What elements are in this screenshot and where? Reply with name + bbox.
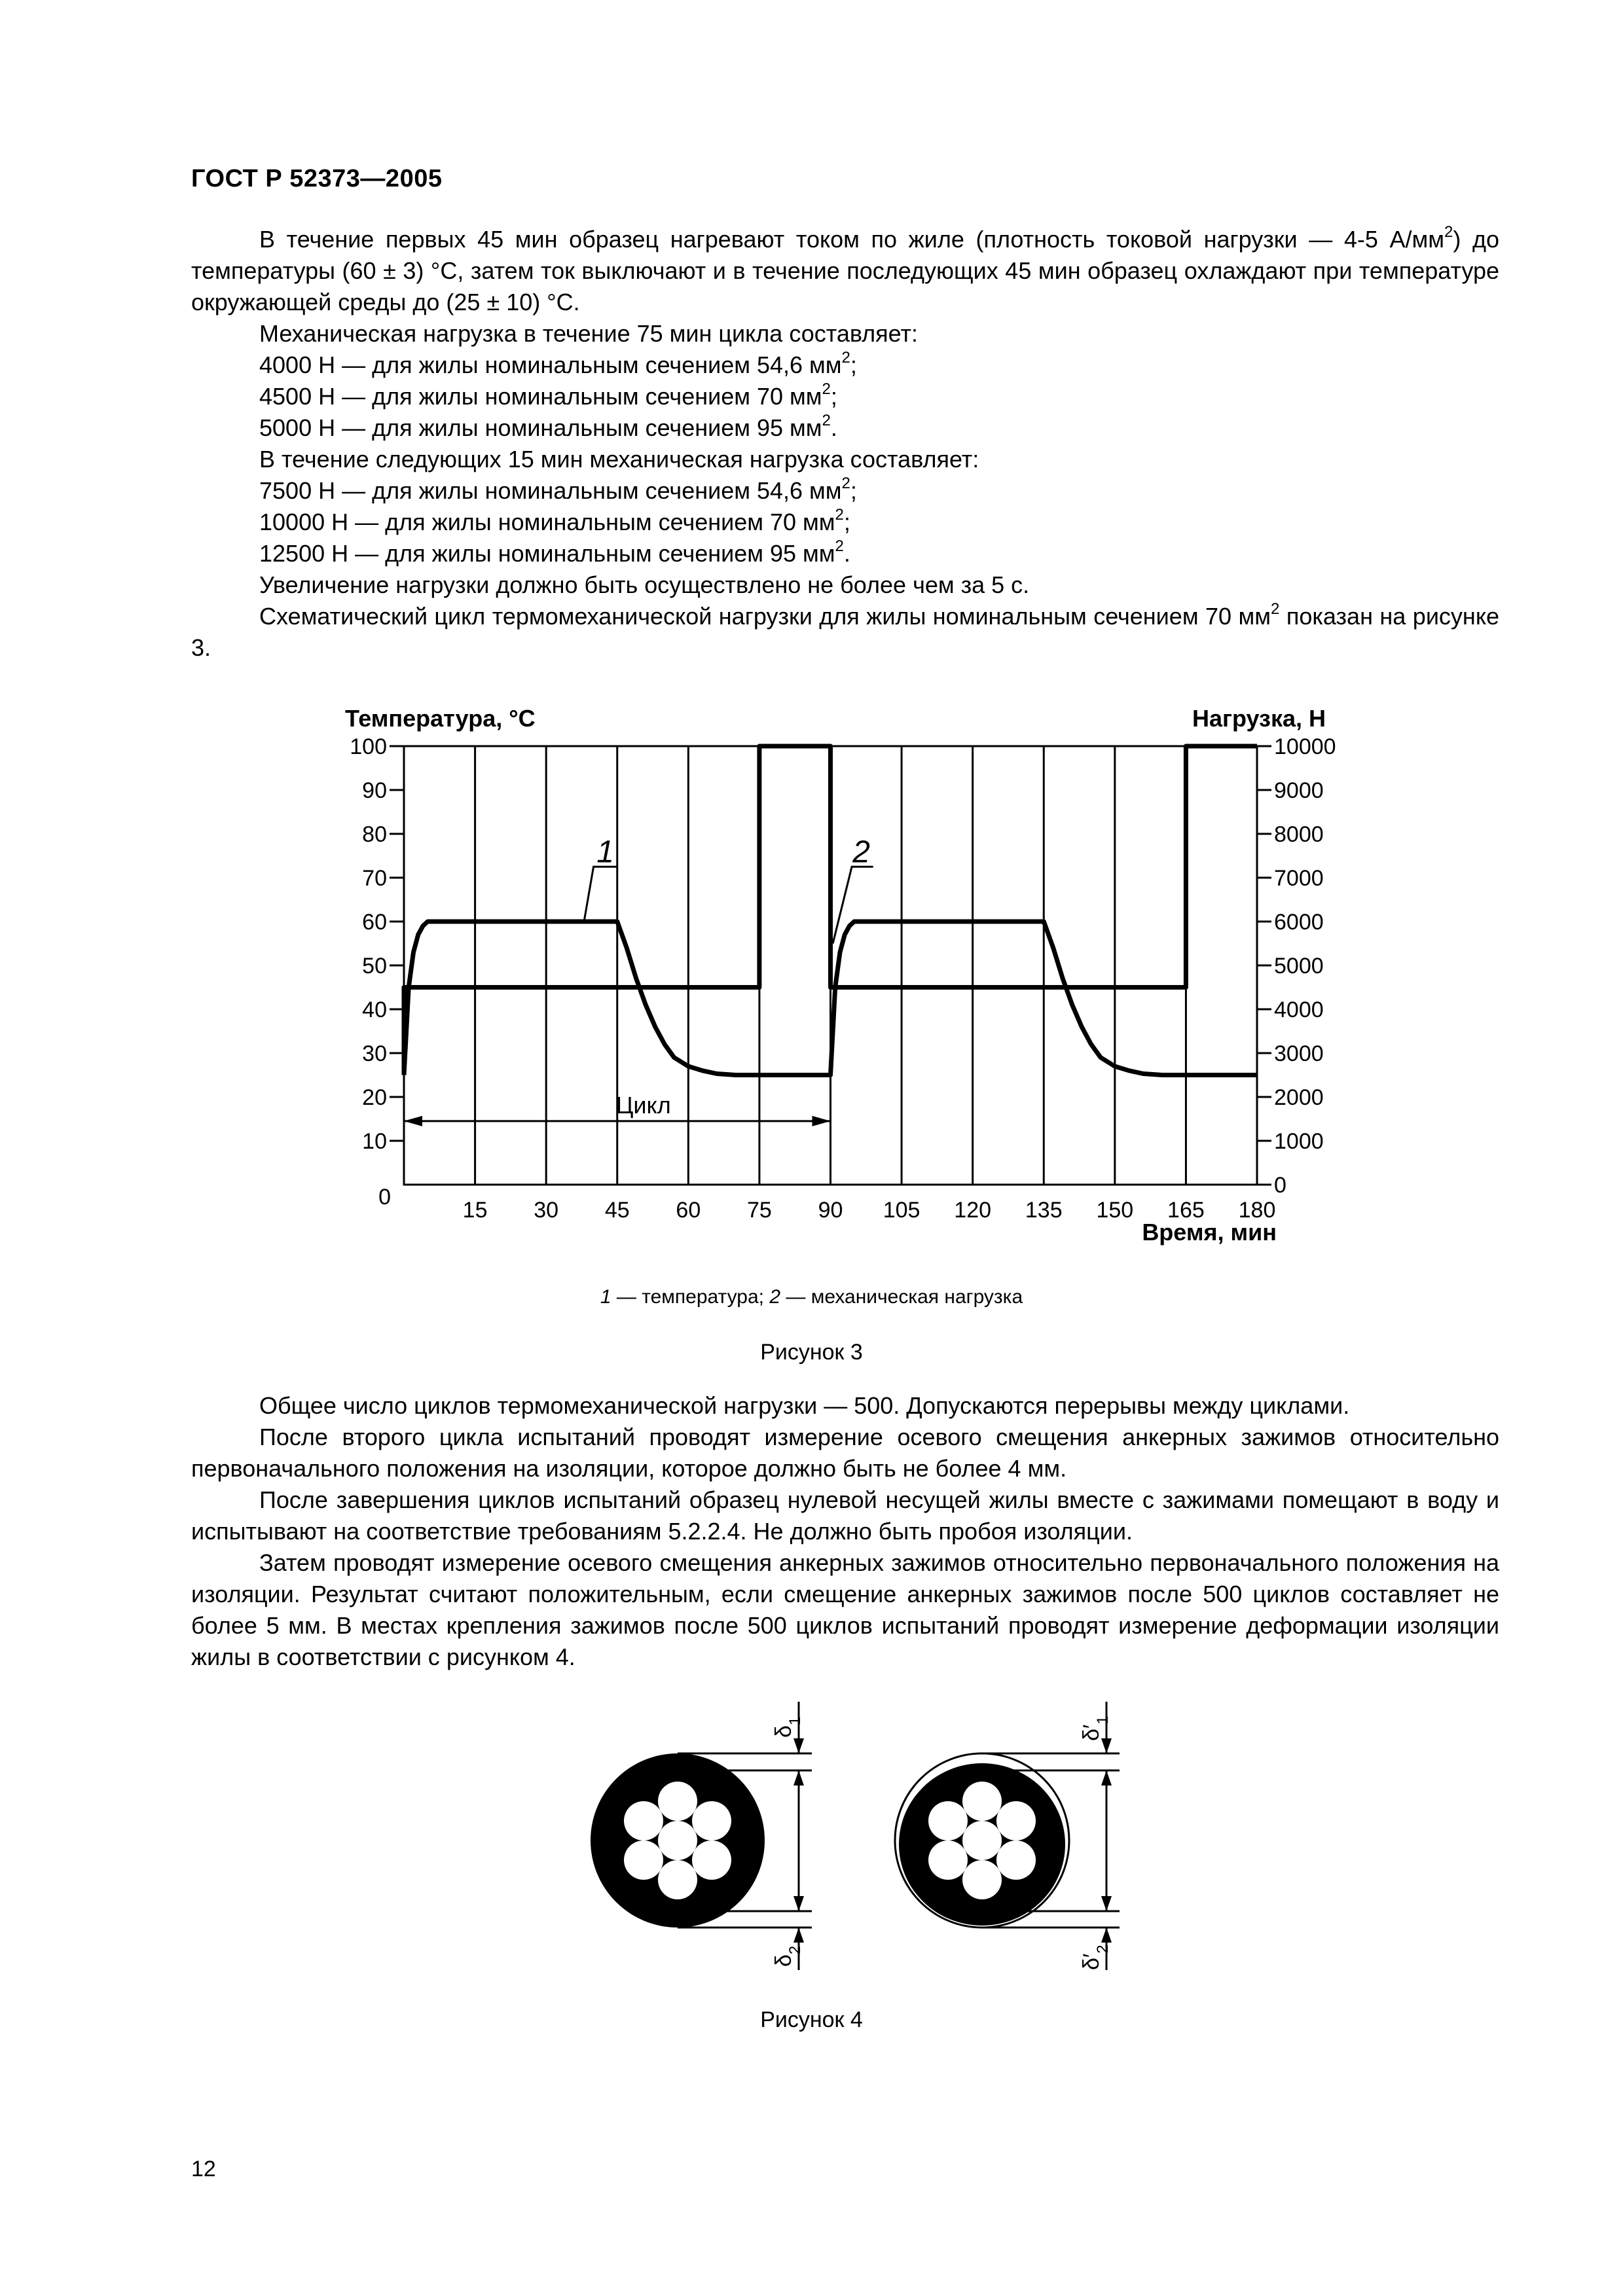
paragraph: Затем проводят измерение осевого смещения анкерных зажимов относительно первоначального положения на изоляции. Результат считают положительным, если смещение анкерных зажимов после 500 циклов составляет не более 5 мм. В местах крепления зажимов после 500 циклов испытаний проводят измерение деформации изоляции жилы в соответствии с рисунком 4. <box>191 1549 1499 1670</box>
y-right-tick-label: 0 <box>1274 1173 1286 1198</box>
paragraph: После второго цикла испытаний проводят измерение осевого смещения анкерных зажимов относительно первоначального положения на изоляции, которое должно быть не более 4 мм. <box>191 1424 1499 1482</box>
cable-cross-section-left <box>591 1753 765 1928</box>
paragraph: После завершения циклов испытаний образец нулевой несущей жилы вместе с зажимами помещают в воду и испытывают на соответствие требованиям 5.2.2.4. Не должно быть пробоя изоляции. <box>191 1486 1499 1545</box>
cycle-arrow-right <box>812 1116 831 1126</box>
x-tick-label: 180 <box>1238 1198 1276 1223</box>
x-tick-label: 150 <box>1096 1198 1134 1223</box>
y-left-tick-label: 30 <box>362 1041 387 1066</box>
x-tick-label: 90 <box>818 1198 843 1223</box>
cable-cross-section-right <box>895 1753 1069 1928</box>
paragraph: 12500 Н — для жилы номинальным сечением 95 $мм^2$. <box>259 537 850 567</box>
left-axis-label: Температура, °С <box>345 705 536 732</box>
x-tick-label: 30 <box>534 1198 559 1223</box>
x-tick-label: 165 <box>1167 1198 1205 1223</box>
y-left-tick-label: 70 <box>362 866 387 891</box>
x-origin-label: 0 <box>378 1185 391 1210</box>
y-left-tick-label: 100 <box>350 734 387 759</box>
y-right-tick-label: 1000 <box>1274 1129 1324 1154</box>
y-right-tick-label: 3000 <box>1274 1041 1324 1066</box>
cycle-label: Цикл <box>615 1091 671 1119</box>
y-left-tick-label: 20 <box>362 1085 387 1110</box>
y-right-tick-label: 6000 <box>1274 910 1324 935</box>
y-left-tick-label: 10 <box>362 1129 387 1154</box>
paragraph: 4500 Н — для жилы номинальным сечением 70 $мм^2$; <box>259 380 837 410</box>
callout-leader-2 <box>833 867 873 943</box>
figure3-title: Рисунок 3 <box>760 1340 863 1365</box>
results-text-block <box>191 1390 1499 1673</box>
x-tick-label: 45 <box>604 1198 630 1223</box>
figure3-legend <box>0 1286 1623 1308</box>
legend-text-2: — механическая нагрузка <box>780 1286 1023 1308</box>
y-right-tick-label: 4000 <box>1274 997 1324 1022</box>
legend-num-1: 1 <box>600 1286 611 1308</box>
y-right-tick-label: 7000 <box>1274 866 1324 891</box>
x-tick-label: 120 <box>954 1198 992 1223</box>
right-axis-label: Нагрузка, Н <box>1192 705 1326 732</box>
figure4-title: Рисунок 4 <box>760 2007 863 2032</box>
paragraph: 5000 Н — для жилы номинальным сечением 95 $мм^2$. <box>259 412 837 441</box>
y-right-tick-label: 2000 <box>1274 1085 1324 1110</box>
y-right-tick-label: 10000 <box>1274 734 1336 759</box>
y-left-tick-label: 60 <box>362 910 387 935</box>
document-header: ГОСТ Р 52373—2005 <box>191 165 443 192</box>
delta2-label: $\delta_2$ <box>771 1945 804 1967</box>
paragraph: 10000 Н — для жилы номинальным сечением 70 $мм^2$; <box>259 506 850 535</box>
callout-label-1: 1 <box>596 834 615 870</box>
x-tick-label: 135 <box>1025 1198 1063 1223</box>
y-right-tick-label: 5000 <box>1274 954 1324 978</box>
page-number: 12 <box>191 2157 216 2181</box>
paragraph: 7500 Н — для жилы номинальным сечением 54,6 $мм^2$; <box>259 475 857 504</box>
legend-num-2: 2 <box>769 1286 781 1308</box>
paragraph: В течение следующих 15 мин механическая нагрузка составляет: <box>259 446 979 473</box>
x-axis-label: Время, мин <box>1142 1219 1277 1246</box>
paragraph: Схематический цикл термомеханической нагрузки для жилы номинальным сечением 70 $мм^2$ показан на рисунке 3. <box>191 600 1499 661</box>
x-tick-label: 75 <box>747 1198 772 1223</box>
legend-text-1: — температура; <box>611 1286 770 1308</box>
paragraph: Увеличение нагрузки должно быть осуществлено не более чем за 5 с. <box>259 571 1030 598</box>
x-tick-label: 15 <box>462 1198 488 1223</box>
paragraph: Механическая нагрузка в течение 75 мин цикла составляет: <box>259 320 918 347</box>
cycle-arrow-left <box>404 1116 422 1126</box>
callout-leader-1 <box>584 867 617 922</box>
paragraph: В течение первых 45 мин образец нагревают током по жиле (плотность токовой нагрузки — 4-5 $А/мм^2$) до температуры (60 ± 3) °С, затем ток выключают и в течение последующих 45 мин образец охлаждают при температуре окружающей среды до (25 ± 10) °С. <box>191 223 1499 315</box>
y-left-tick-label: 90 <box>362 778 387 803</box>
x-tick-label: 60 <box>676 1198 701 1223</box>
paragraph: Общее число циклов термомеханической нагрузки — 500. Допускаются перерывы между циклами. <box>259 1392 1350 1419</box>
delta1-prime-label: $\delta'_1$ <box>1079 1715 1112 1741</box>
x-tick-label: 105 <box>883 1198 921 1223</box>
delta2-prime-label: $\delta'_2$ <box>1079 1945 1112 1970</box>
y-left-tick-label: 80 <box>362 822 387 847</box>
y-left-tick-label: 40 <box>362 997 387 1022</box>
y-left-tick-label: 50 <box>362 954 387 978</box>
delta1-label: $\delta_1$ <box>771 1716 804 1738</box>
insulation-deformation-figure <box>0 1676 1623 1990</box>
y-right-tick-label: 9000 <box>1274 778 1324 803</box>
paragraph: 4000 Н — для жилы номинальным сечением 54,6 $мм^2$; <box>259 349 857 378</box>
callout-label-2: 2 <box>852 834 870 870</box>
y-right-tick-label: 8000 <box>1274 822 1324 847</box>
